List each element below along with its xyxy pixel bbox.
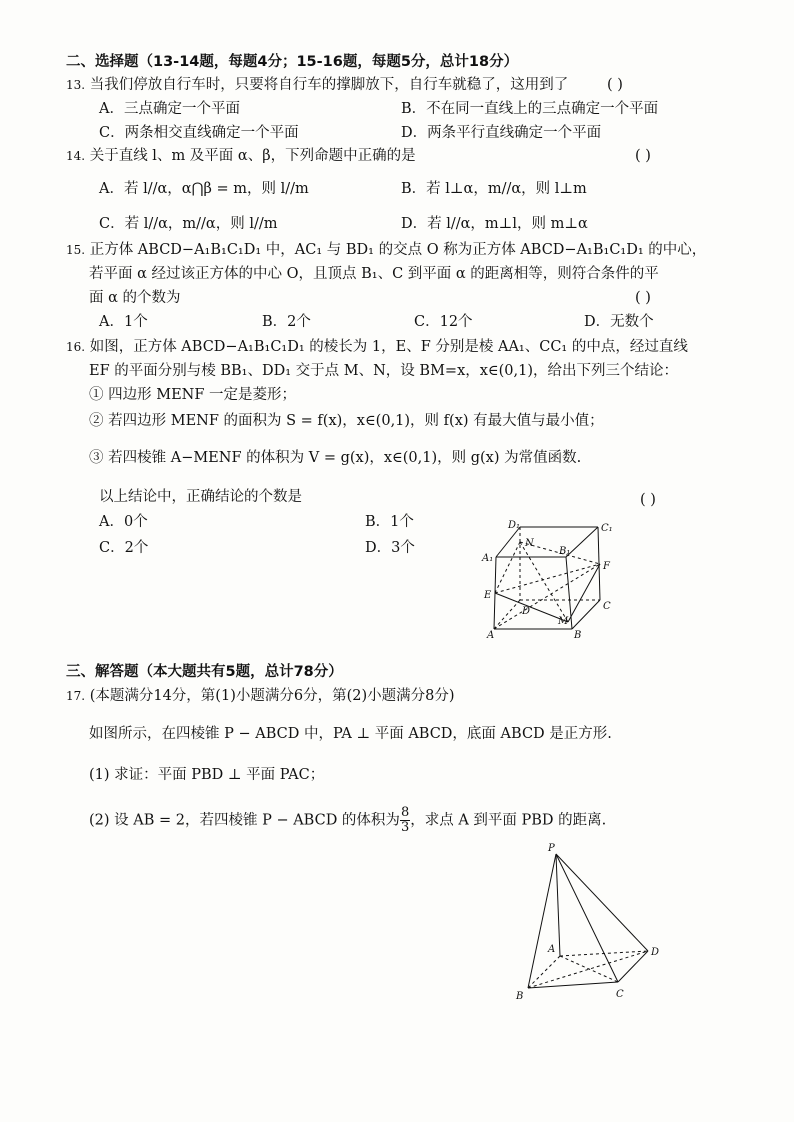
q13-number: 13.: [66, 78, 86, 92]
label-b: B: [574, 630, 582, 641]
q13-option-a: A．三点确定一个平面: [99, 101, 240, 117]
q16-option-a: A．0个: [99, 514, 148, 530]
q15-text1: 正方体 ABCD−A₁B₁C₁D₁ 中，AC₁ 与 BD₁ 的交点 O 称为正方体 ABCD−A₁B₁C₁D₁ 的中心，: [89, 242, 707, 258]
label-c: C: [603, 601, 611, 612]
edge-ad-hidden: [560, 951, 648, 956]
q16-cube-figure: [470, 512, 620, 647]
q16-option-b: B．1个: [365, 514, 414, 530]
label-a: A: [487, 630, 495, 641]
q15-option-d: D．无数个: [584, 314, 654, 330]
segment-af: [494, 564, 600, 629]
label-d: D: [651, 947, 660, 958]
edge-pb: [528, 854, 556, 988]
label-c: C: [616, 989, 624, 1000]
fraction-denominator: 3: [400, 820, 410, 835]
diag-ac-hidden: [560, 956, 618, 982]
label-b: B: [516, 991, 524, 1002]
q15-line1: [66, 240, 706, 260]
q13-option-c: C．两条相交直线确定一个平面: [99, 125, 299, 141]
edge-ab-hidden: [528, 956, 560, 988]
q15-option-a: A．1个: [99, 314, 148, 330]
section2-header: 二、选择题（13-14题，每题4分；15-16题，每题5分，总计18分）: [66, 54, 519, 70]
edge-bc: [528, 982, 618, 988]
q14-option-a: A．若 l//α，α⋂β = m，则 l//m: [99, 181, 309, 197]
q13-option-b: B．不在同一直线上的三点确定一个平面: [401, 101, 659, 117]
q15-number: 15.: [66, 243, 86, 257]
q17-number: 17.: [66, 689, 86, 703]
q16-option-d: D．3个: [365, 540, 415, 556]
q16-conclusion-1: ① 四边形 MENF 一定是菱形；: [89, 387, 297, 403]
q16-option-c: C．2个: [99, 540, 149, 556]
q14-answer-paren: ( ): [635, 148, 651, 164]
segment-mf: [568, 564, 600, 622]
label-b1: B₁: [559, 546, 571, 557]
label-p: P: [548, 843, 555, 854]
edge-pa: [556, 854, 560, 956]
q17-part2: [89, 806, 606, 835]
label-a: A: [548, 944, 556, 955]
q15-line3: 面 α 的个数为: [89, 290, 181, 306]
edge-bc: [572, 600, 600, 629]
q14-option-d: D．若 l//α，m⊥l，则 m⊥α: [401, 216, 588, 232]
fraction-numerator: 8: [400, 805, 410, 820]
q17-volume-fraction: [400, 806, 410, 835]
edge-ad-hidden: [494, 600, 520, 629]
q14-stem-line: [66, 146, 416, 166]
label-e: E: [484, 590, 492, 601]
q15-option-c: C．12个: [414, 314, 473, 330]
q17-part1: (1) 求证：平面 PBD ⊥ 平面 PAC；: [89, 767, 325, 783]
edge-a1d1: [496, 527, 520, 557]
q17-score: (本题满分14分，第(1)小题满分6分，第(2)小题满分8分): [89, 688, 455, 704]
q15-answer-paren: ( ): [635, 290, 651, 306]
label-c1: C₁: [601, 523, 613, 534]
q16-conclusion-2: ② 若四边形 MENF 的面积为 S = f(x)，x∈(0,1)，则 f(x) 有最大值与最小值；: [89, 413, 604, 429]
q13-stem-line: [66, 75, 568, 95]
q14-option-b: B．若 l⊥α，m//α，则 l⊥m: [401, 181, 587, 197]
q13-answer-paren: ( ): [607, 77, 623, 93]
label-n: N: [525, 538, 534, 549]
q17-part2-text-a: (2) 设 AB = 2，若四棱锥 P − ABCD 的体积为: [89, 812, 400, 829]
label-d: D: [522, 606, 531, 617]
label-f: F: [603, 561, 610, 572]
q16-line2: EF 的平面分别与棱 BB₁、DD₁ 交于点 M、N，设 BM=x，x∈(0,1)，给出下列三个结论：: [89, 363, 679, 379]
q16-line1: [66, 337, 688, 357]
q17-intro: 如图所示，在四棱锥 P − ABCD 中，PA ⊥ 平面 ABCD，底面 ABCD 是正方形.: [89, 726, 612, 742]
q13-stem: 当我们停放自行车时，只要将自行车的撑脚放下，自行车就稳了，这用到了: [89, 77, 569, 93]
edge-b1c1: [566, 527, 598, 557]
q17-part2-text-b: ，求点 A 到平面 PBD 的距离.: [410, 812, 607, 829]
q16-text1: 如图，正方体 ABCD−A₁B₁C₁D₁ 的棱长为 1，E、F 分别是棱 AA₁、CC₁ 的中点，经过直线: [89, 339, 688, 355]
label-d1: D₁: [508, 520, 521, 531]
q14-stem: 关于直线 l、m 及平面 α、β，下列命题中正确的是: [89, 148, 416, 164]
q17-pyramid-figure: [508, 838, 668, 1008]
edge-c1c: [598, 527, 600, 600]
edge-pd: [556, 854, 648, 951]
section3-header: 三、解答题（本大题共有5题，总计78分）: [66, 664, 343, 680]
q15-option-b: B．2个: [262, 314, 311, 330]
q16-number: 16.: [66, 340, 86, 354]
q13-option-d: D．两条平行直线确定一个平面: [401, 125, 602, 141]
q15-line2: 若平面 α 经过该正方体的中心 O，且顶点 B₁、C 到平面 α 的距离相等，则符合条件的平: [89, 266, 659, 282]
q16-conclusion-3: ③ 若四棱锥 A−MENF 的体积为 V = g(x)，x∈(0,1)，则 g(x) 为常值函数.: [89, 450, 582, 466]
q17-score-line: [66, 686, 455, 706]
label-m: M: [558, 616, 569, 627]
q14-number: 14.: [66, 149, 86, 163]
q16-answer-paren: ( ): [640, 492, 656, 508]
label-a1: A₁: [482, 553, 494, 564]
segment-ne: [495, 542, 520, 593]
q14-option-c: C．若 l//α，m//α，则 l//m: [99, 216, 278, 232]
q16-question: 以上结论中，正确结论的个数是: [99, 489, 302, 505]
